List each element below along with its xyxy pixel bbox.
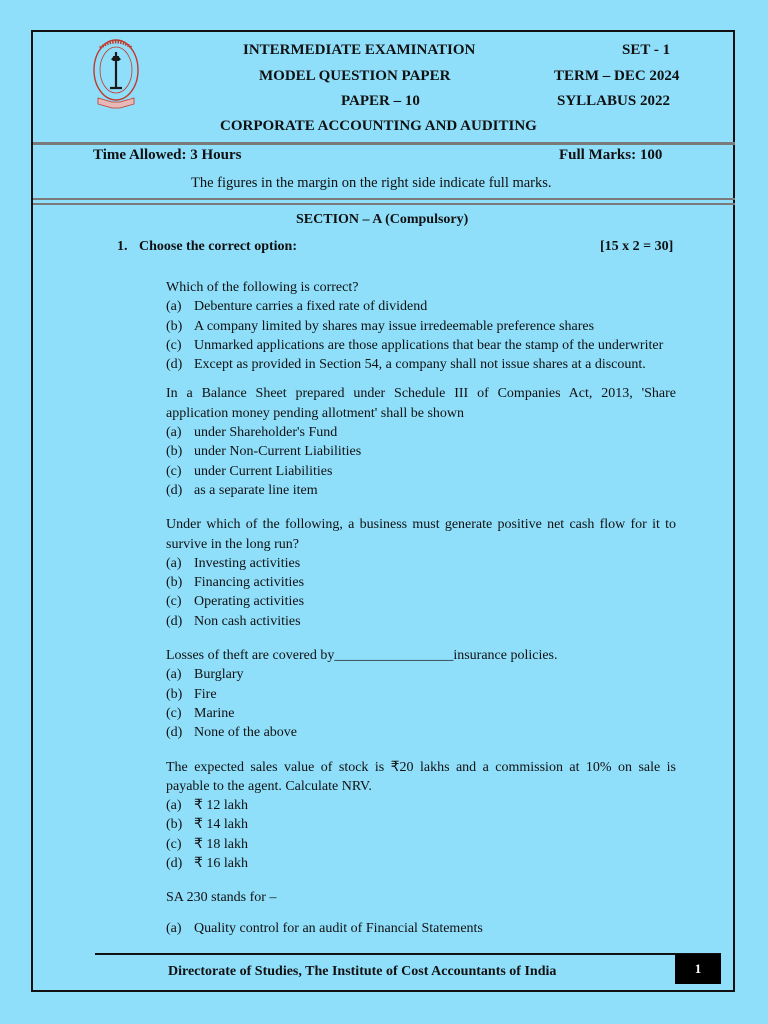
time-allowed: Time Allowed: 3 Hours xyxy=(93,147,242,163)
option-text: ₹ 18 lakh xyxy=(194,836,249,852)
option-text: under Non-Current Liabilities xyxy=(194,444,362,460)
option-label: (d) xyxy=(166,613,183,629)
option-label: (d) xyxy=(166,856,183,872)
mcq-item xyxy=(166,515,676,631)
info-divider-2 xyxy=(33,203,735,205)
mcq-text: The expected sales value of stock is ₹20 lakhs and a commission at 10% on sale is payable to the agent. Calculate NRV. xyxy=(166,759,676,794)
option-label: (b) xyxy=(166,444,183,460)
mcq-option xyxy=(166,355,676,374)
mcq-option xyxy=(166,796,676,815)
mcq-option xyxy=(166,665,676,684)
mcq-option xyxy=(166,854,676,873)
mcq-text: Losses of theft are covered by_________________insurance policies. xyxy=(166,648,558,664)
header-divider xyxy=(33,142,735,145)
option-text: A company limited by shares may issue irredeemable preference shares xyxy=(194,318,595,334)
option-label: (d) xyxy=(166,357,183,373)
option-text: ₹ 12 lakh xyxy=(194,798,249,814)
section-title: SECTION – A (Compulsory) xyxy=(296,212,469,227)
mcq-option xyxy=(166,336,676,355)
option-label: (c) xyxy=(166,836,182,852)
question-title: Choose the correct option: xyxy=(139,239,297,254)
mcq-item xyxy=(166,646,676,742)
mcq-option xyxy=(166,554,676,573)
set-label: SET - 1 xyxy=(622,42,671,58)
option-text: ₹ 14 lakh xyxy=(194,817,249,833)
option-text: Quality control for an audit of Financial Statements xyxy=(194,920,483,936)
footer-text: Directorate of Studies, The Institute of Cost Accountants of India xyxy=(168,964,557,979)
mcq-option xyxy=(166,462,676,481)
option-label: (b) xyxy=(166,575,183,591)
option-label: (d) xyxy=(166,482,183,498)
option-text: None of the above xyxy=(194,725,298,741)
option-label: (a) xyxy=(166,555,182,571)
exam-title: INTERMEDIATE EXAMINATION xyxy=(243,42,476,58)
option-label: (a) xyxy=(166,425,182,441)
option-text: Investing activities xyxy=(194,555,301,571)
mcq-text: Which of the following is correct? xyxy=(166,280,359,295)
option-label: (d) xyxy=(166,725,183,741)
mcq-option xyxy=(166,835,676,854)
option-text: ₹ 16 lakh xyxy=(194,856,249,872)
option-label: (b) xyxy=(166,817,183,833)
option-label: (a) xyxy=(166,299,182,315)
option-text: as a separate line item xyxy=(194,482,318,498)
mcq-option xyxy=(166,919,676,938)
full-marks: Full Marks: 100 xyxy=(559,147,663,163)
option-text: under Current Liabilities xyxy=(194,463,333,479)
option-text: Burglary xyxy=(194,667,244,683)
mcq-item xyxy=(166,758,676,874)
option-label: (b) xyxy=(166,686,183,702)
mcq-option xyxy=(166,685,676,704)
option-label: (c) xyxy=(166,594,182,610)
mcq-text: Under which of the following, a business must generate positive net cash flow for it to survive in the long run? xyxy=(166,517,676,552)
question-number: 1. xyxy=(117,239,128,254)
option-text: Financing activities xyxy=(194,575,305,591)
option-text: Marine xyxy=(194,705,235,721)
mcq-option xyxy=(166,704,676,723)
option-label: (b) xyxy=(166,318,183,334)
mcq-option xyxy=(166,815,676,834)
paper-type: MODEL QUESTION PAPER xyxy=(259,68,451,84)
option-label: (c) xyxy=(166,463,182,479)
mcq-option xyxy=(166,297,676,316)
mcq-option xyxy=(166,442,676,461)
marks-note: The figures in the margin on the right side indicate full marks. xyxy=(191,175,552,191)
mcq-option xyxy=(166,723,676,742)
mcq-option xyxy=(166,317,676,336)
mcq-option xyxy=(166,573,676,592)
institute-logo xyxy=(90,38,142,110)
footer-rule xyxy=(95,953,721,955)
option-text: Operating activities xyxy=(194,594,305,610)
mcq-option xyxy=(166,592,676,611)
option-text: Fire xyxy=(194,686,217,702)
mcq-text: SA 230 stands for – xyxy=(166,890,277,906)
mcq-item xyxy=(166,384,676,500)
subject-title: CORPORATE ACCOUNTING AND AUDITING xyxy=(220,118,537,134)
paper-number: PAPER – 10 xyxy=(341,93,420,109)
question-marks: [15 x 2 = 30] xyxy=(600,239,674,254)
option-label: (a) xyxy=(166,667,182,683)
info-divider-1 xyxy=(33,198,735,200)
page-number: 1 xyxy=(675,954,721,984)
mcq-text: In a Balance Sheet prepared under Schedule III of Companies Act, 2013, 'Share application money pending allotment' shall be shown xyxy=(166,386,676,421)
option-text: under Shareholder's Fund xyxy=(194,425,338,441)
syllabus-label: SYLLABUS 2022 xyxy=(557,93,670,109)
option-text: Except as provided in Section 54, a company shall not issue shares at a discount. xyxy=(194,357,646,373)
mcq-option xyxy=(166,423,676,442)
option-label: (c) xyxy=(166,705,182,721)
mcq-option xyxy=(166,612,676,631)
mcq-option xyxy=(166,481,676,500)
option-text: Debenture carries a fixed rate of dividend xyxy=(194,299,428,315)
option-text: Non cash activities xyxy=(194,613,301,629)
option-label: (c) xyxy=(166,337,182,353)
mcq-item xyxy=(166,888,676,938)
question-list xyxy=(166,278,676,938)
option-label: (a) xyxy=(166,798,182,814)
term-label: TERM – DEC 2024 xyxy=(554,68,680,84)
mcq-item xyxy=(166,278,676,374)
option-label: (a) xyxy=(166,920,182,936)
option-text: Unmarked applications are those applications that bear the stamp of the underwriter xyxy=(194,337,664,353)
